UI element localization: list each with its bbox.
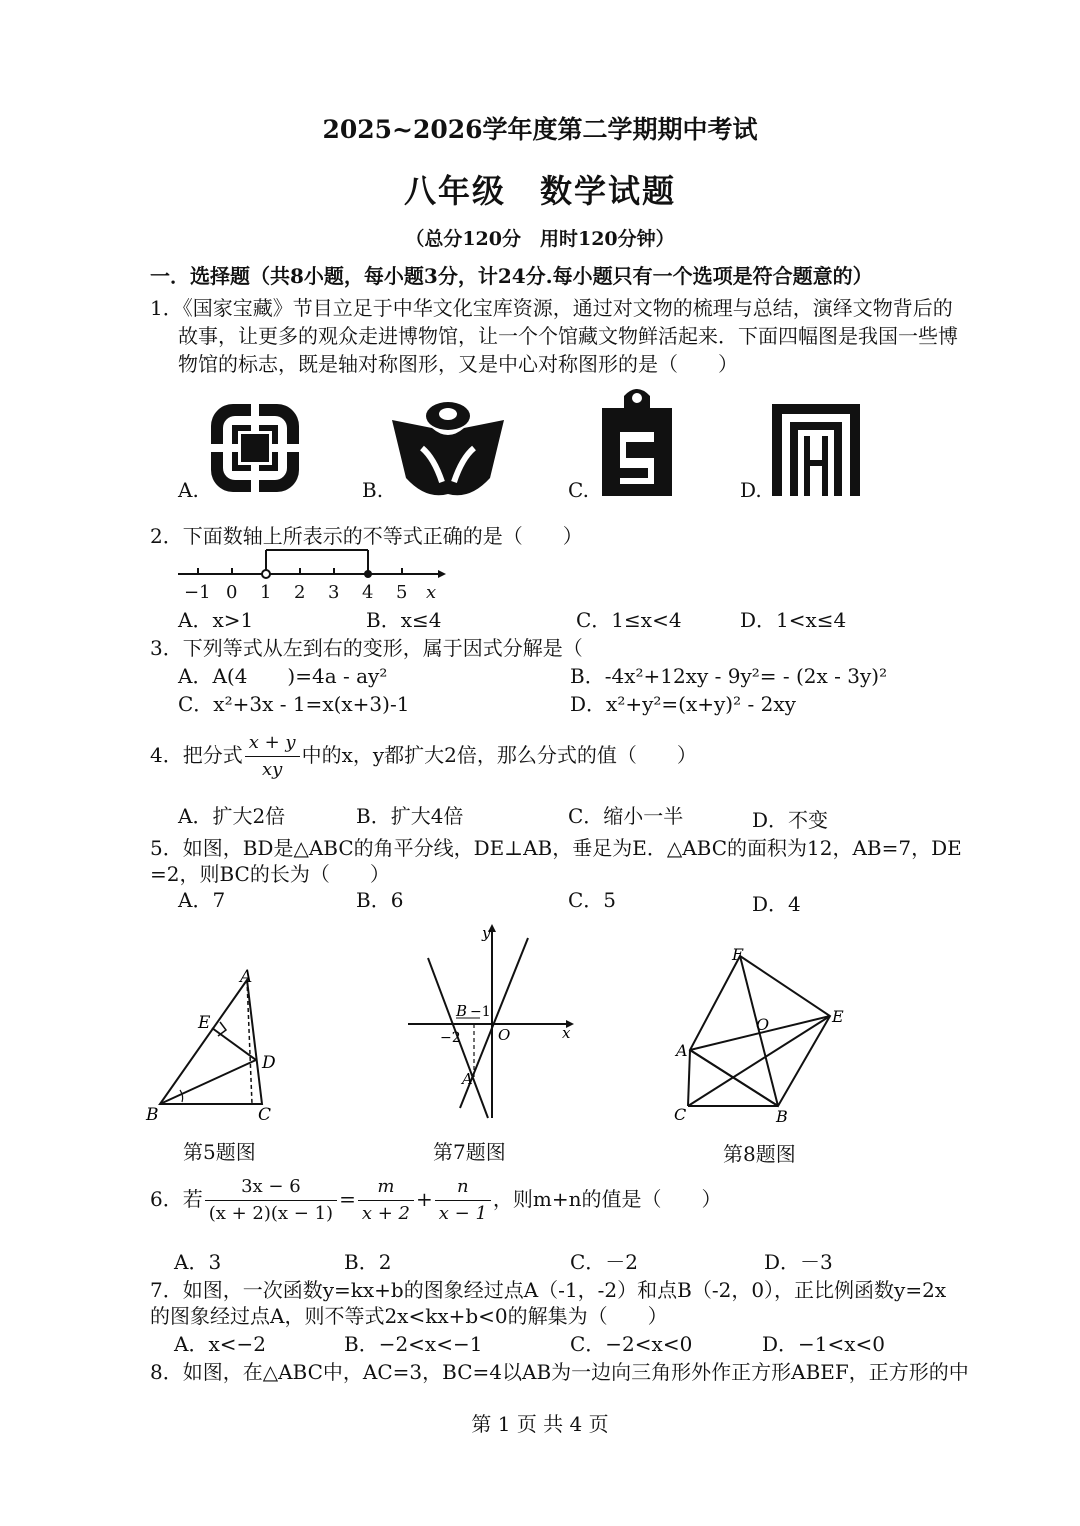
q6-plus: + (416, 1187, 433, 1211)
q5-line1: 5．如图，BD是△ABC的角平分线，DE⊥AB，垂足为E．△ABC的面积为12，AB=7，DE (150, 836, 962, 860)
fig7-label-neg1: −1 (470, 1004, 491, 1020)
fig7-label-b: B (456, 1002, 468, 1020)
q4-option-c: C．缩小一半 (568, 804, 684, 828)
logo-c-icon (598, 382, 676, 498)
q2-option-c: C．1≤x<4 (576, 608, 682, 632)
q1-option-b: B. (362, 478, 384, 502)
page-number: 第 1 页 共 4 页 (471, 1412, 609, 1436)
fig8-label-b: B (776, 1107, 788, 1126)
q1-option-c: C. (568, 478, 589, 502)
q2-option-d: D．1<x≤4 (740, 608, 847, 632)
fig8-label-c: C (674, 1105, 687, 1124)
fig7-label-o: O (498, 1026, 511, 1044)
q4-frac-num: x + y (245, 730, 300, 757)
q2-option-b: B．x≤4 (366, 608, 442, 632)
q6-stem (150, 1174, 722, 1227)
fig5-label-e: E (198, 1013, 211, 1033)
tick-1: 1 (260, 582, 272, 603)
q6-f2-num: m (358, 1174, 414, 1201)
figure-5 (140, 960, 290, 1130)
q4-frac-den: xy (262, 759, 283, 780)
fig5-label-b: B (146, 1105, 159, 1125)
q7-option-a: A．x<−2 (174, 1332, 266, 1356)
logo-b-icon (392, 398, 504, 500)
q3-option-a: A．A(4 )=4a - ay² (178, 664, 388, 688)
q6-fraction-3 (435, 1174, 491, 1227)
logo-d-icon (770, 402, 862, 498)
fig8-label-o: O (756, 1015, 770, 1034)
exam-subtitle: 八年级 数学试题 (403, 172, 676, 210)
q1-option-d: D. (740, 478, 762, 502)
fig7-label-neg2: −2 (440, 1030, 461, 1046)
q4-suffix: 中的x，y都扩大2倍，那么分式的值（ ） (301, 743, 697, 767)
q3-option-c: C．x²+3x - 1=x(x+3)-1 (178, 692, 410, 716)
q1-line3: 物馆的标志，既是轴对称图形，又是中心对称图形的是（ ） (178, 352, 738, 376)
section-heading: 一．选择题（共8小题，每小题3分，计24分.每小题只有一个选项是符合题意的） (150, 264, 873, 288)
tick-5: 5 (396, 582, 408, 603)
exam-title: 2025~2026学年度第二学期期中考试 (322, 115, 758, 144)
q1-line1: 1．《国家宝藏》节目立足于中华文化宝库资源，通过对文物的梳理与总结，演绎文物背后的 (150, 296, 953, 320)
q6-option-c: C．－2 (570, 1250, 639, 1274)
q3-option-b: B．-4x²+12xy - 9y²= - (2x - 3y)² (570, 664, 888, 688)
q5-option-c: C．5 (568, 888, 617, 912)
q6-option-d: D．－3 (764, 1250, 833, 1274)
q4-fraction (245, 730, 300, 783)
q8-line1: 8．如图，在△ABC中，AC=3，BC=4以AB为一边向三角形外作正方形ABEF，正方形的中 (150, 1360, 969, 1384)
q7-line2: 的图象经过点A，则不等式2x<kx+b<0的解集为（ ） (150, 1304, 668, 1328)
score-info: （总分120分 用时120分钟） (405, 228, 675, 250)
q6-f1-num: 3x − 6 (205, 1174, 337, 1201)
q1-line2: 故事，让更多的观众走进博物馆，让一个个馆藏文物鲜活起来．下面四幅图是我国一些博 (178, 324, 958, 348)
fig8-label-f: F (732, 945, 744, 964)
q6-f3-den: x − 1 (438, 1203, 487, 1224)
fig8-label-a: A (676, 1041, 688, 1060)
q6-fraction-2 (358, 1174, 414, 1227)
tick-4: 4 (362, 582, 374, 603)
q4-stem (150, 730, 697, 783)
q5-option-b: B．6 (356, 888, 404, 912)
tick-neg1: −1 (184, 582, 211, 603)
q3-option-d: D．x²+y²=(x+y)² - 2xy (570, 692, 796, 716)
q6-fraction-1 (205, 1174, 337, 1227)
logo-a-icon (205, 398, 305, 498)
q5-line2: =2，则BC的长为（ ） (150, 862, 390, 886)
figure-7 (400, 918, 580, 1124)
q6-f2-den: x + 2 (361, 1203, 410, 1224)
fig7-caption: 第7题图 (433, 1140, 506, 1164)
q2-stem: 2．下面数轴上所表示的不等式正确的是（ ） (150, 524, 583, 548)
q3-stem: 3．下列等式从左到右的变形，属于因式分解是（ (150, 636, 583, 660)
q6-option-a: A．3 (174, 1250, 222, 1274)
q4-option-d: D．不变 (752, 808, 829, 832)
q6-option-b: B．2 (344, 1250, 392, 1274)
q4-option-a: A．扩大2倍 (178, 804, 286, 828)
q7-line1: 7．如图，一次函数y=kx+b的图象经过点A（-1，-2）和点B（-2，0），正比例函数y=2x (150, 1278, 947, 1302)
tick-0: 0 (226, 582, 238, 603)
tick-x: x (426, 582, 437, 603)
q6-f1-den: (x + 2)(x − 1) (208, 1203, 334, 1224)
fig5-label-c: C (258, 1105, 272, 1125)
q1-option-a: A. (178, 478, 199, 502)
fig8-caption: 第8题图 (723, 1142, 796, 1166)
fig5-label-a: A (240, 967, 253, 987)
q5-option-d: D．4 (752, 892, 801, 916)
fig8-label-e: E (832, 1007, 844, 1026)
q4-option-b: B．扩大4倍 (356, 804, 464, 828)
fig7-label-y: y (482, 924, 491, 942)
fig5-label-d: D (262, 1053, 276, 1073)
fig5-caption: 第5题图 (183, 1140, 256, 1164)
figure-8 (670, 940, 850, 1126)
tick-2: 2 (294, 582, 306, 603)
fig7-label-a: A (462, 1070, 473, 1088)
q2-option-a: A．x>1 (178, 608, 254, 632)
number-line (170, 540, 450, 606)
fig7-label-x: x (562, 1024, 571, 1042)
q4-prefix: 4．把分式 (150, 743, 243, 767)
q6-suffix: ，则m+n的值是（ ） (492, 1187, 722, 1211)
q6-f3-num: n (435, 1174, 491, 1201)
q7-option-d: D．−1<x<0 (762, 1332, 886, 1356)
q7-option-c: C．−2<x<0 (570, 1332, 693, 1356)
q5-option-a: A．7 (178, 888, 226, 912)
q6-prefix: 6．若 (150, 1187, 203, 1211)
q6-eq: = (339, 1187, 356, 1211)
q7-option-b: B．−2<x<−1 (344, 1332, 483, 1356)
tick-3: 3 (328, 582, 340, 603)
